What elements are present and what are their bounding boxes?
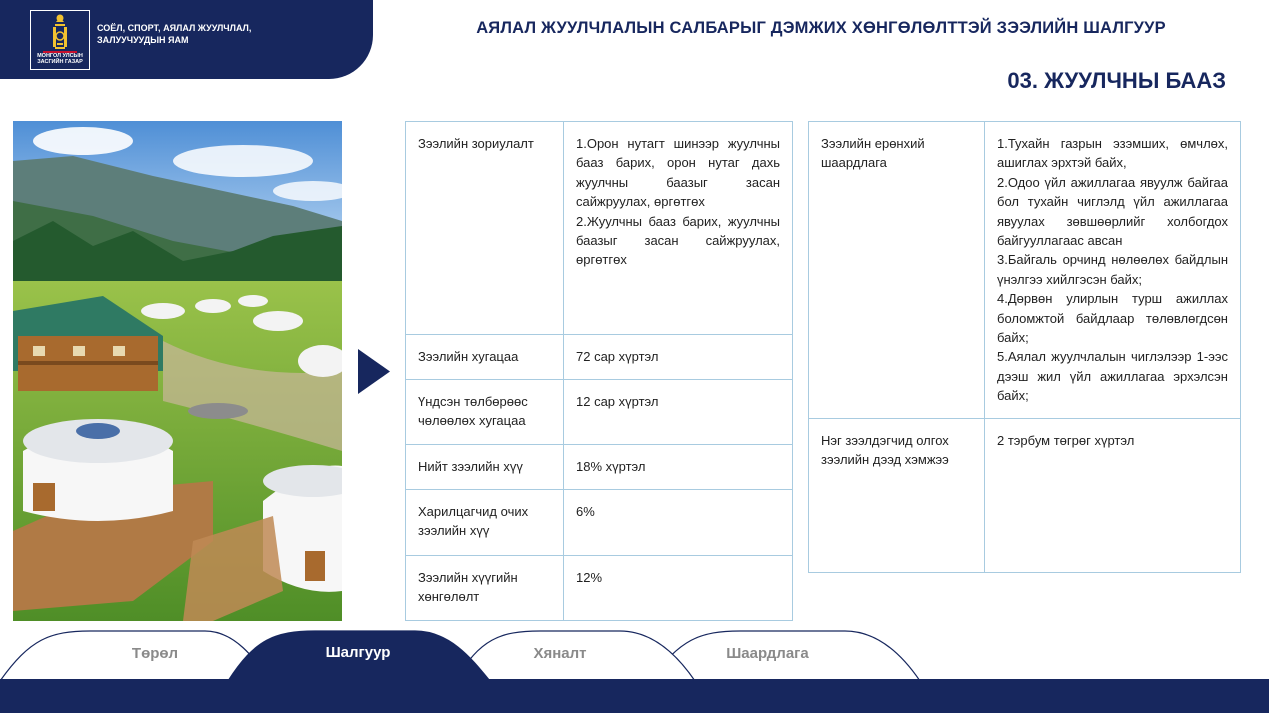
table-row (406, 556, 793, 621)
row-label: Зээлийн ерөнхий шаардлага (809, 122, 985, 419)
row-value: 12 сар хүртэл (564, 380, 793, 445)
row-label: Үндсэн төлбөрөөс чөлөөлөх хугацаа (406, 380, 564, 445)
row-value: 6% (564, 490, 793, 556)
tourist-camp-photo (13, 121, 342, 621)
row-label: Харилцагчид очих зээлийн хүү (406, 490, 564, 556)
tab-shaardlaga[interactable]: Шаардлага (726, 645, 809, 662)
row-value: 12% (564, 556, 793, 621)
table-row (809, 419, 1241, 573)
row-value: 2 тэрбум төгрөг хүртэл (985, 419, 1241, 573)
row-value: 1.Тухайн газрын эзэмших, өмчлөх, ашиглах эрхтэй байх, 2.Одоо үйл ажиллагаа явуулж байгаа бол тухайн чиглэлд үйл ажиллагаа явуулах зөвшөөрлийг холбогдох байгууллагаас авсан 3.Байгаль орчинд нөлөөлөх байдлын үнэлгээ хийлгэсэн байх; 4.Дөрвөн улирлын турш ажиллах боломжтой байдлаар төлөвлөгдсөн байх; 5.Аялал жуулчлалын чиглэлээр 1-ээс дээш жил үйл ажиллагаа эрхэлсэн байх; (985, 122, 1241, 419)
header-banner (0, 0, 373, 79)
government-emblem (30, 10, 90, 70)
bottom-tab-bar (0, 629, 1269, 681)
footer-bar (0, 679, 1269, 713)
section-title: 03. ЖУУЛЧНЫ БААЗ (1007, 68, 1226, 93)
soyombo-emblem-icon (31, 11, 89, 55)
tab-hyanalt[interactable]: Хяналт (533, 645, 587, 662)
page-title: АЯЛАЛ ЖУУЛЧЛАЛЫН САЛБАРЫГ ДЭМЖИХ ХӨНГӨЛӨЛТТЭЙ ЗЭЭЛИЙН ШАЛГУУР (476, 19, 1166, 37)
table-row (406, 122, 793, 335)
row-value: 72 сар хүртэл (564, 335, 793, 380)
emblem-caption-line1: МОНГОЛ УЛСЫН (37, 53, 83, 59)
ministry-name: СОЁЛ, СПОРТ, АЯЛАЛ ЖУУЛЧЛАЛ, ЗАЛУУЧУУДЫН ЯАМ (97, 23, 252, 45)
row-value: 1.Орон нутагт шинээр жуулчны бааз барих, орон нутаг дахь жуулчны баазыг засан сайжруулах, өргөтгөх 2.Жуулчны бааз барих, жуулчны баазыг засан сайжруулах, өргөтгөх (564, 122, 793, 335)
row-label: Нийт зээлийн хүү (406, 445, 564, 490)
row-label: Зээлийн хугацаа (406, 335, 564, 380)
row-label: Зээлийн хүүгийн хөнгөлөлт (406, 556, 564, 621)
row-label: Нэг зээлдэгчид олгох зээлийн дээд хэмжээ (809, 419, 985, 573)
row-value: 18% хүртэл (564, 445, 793, 490)
table-row (406, 335, 793, 380)
table-row (406, 490, 793, 556)
row-label: Зээлийн зориулалт (406, 122, 564, 335)
table-row (406, 380, 793, 445)
table-row (809, 122, 1241, 419)
emblem-caption-line2: ЗАСГИЙН ГАЗАР (37, 59, 83, 65)
table-row (406, 445, 793, 490)
tab-torol[interactable]: Төрөл (131, 645, 179, 662)
emblem-caption (31, 53, 89, 65)
loan-terms-table (405, 121, 793, 621)
tab-shalguur[interactable]: Шалгуур (325, 644, 391, 661)
loan-requirements-table (808, 121, 1241, 573)
play-arrow-icon (358, 349, 390, 394)
